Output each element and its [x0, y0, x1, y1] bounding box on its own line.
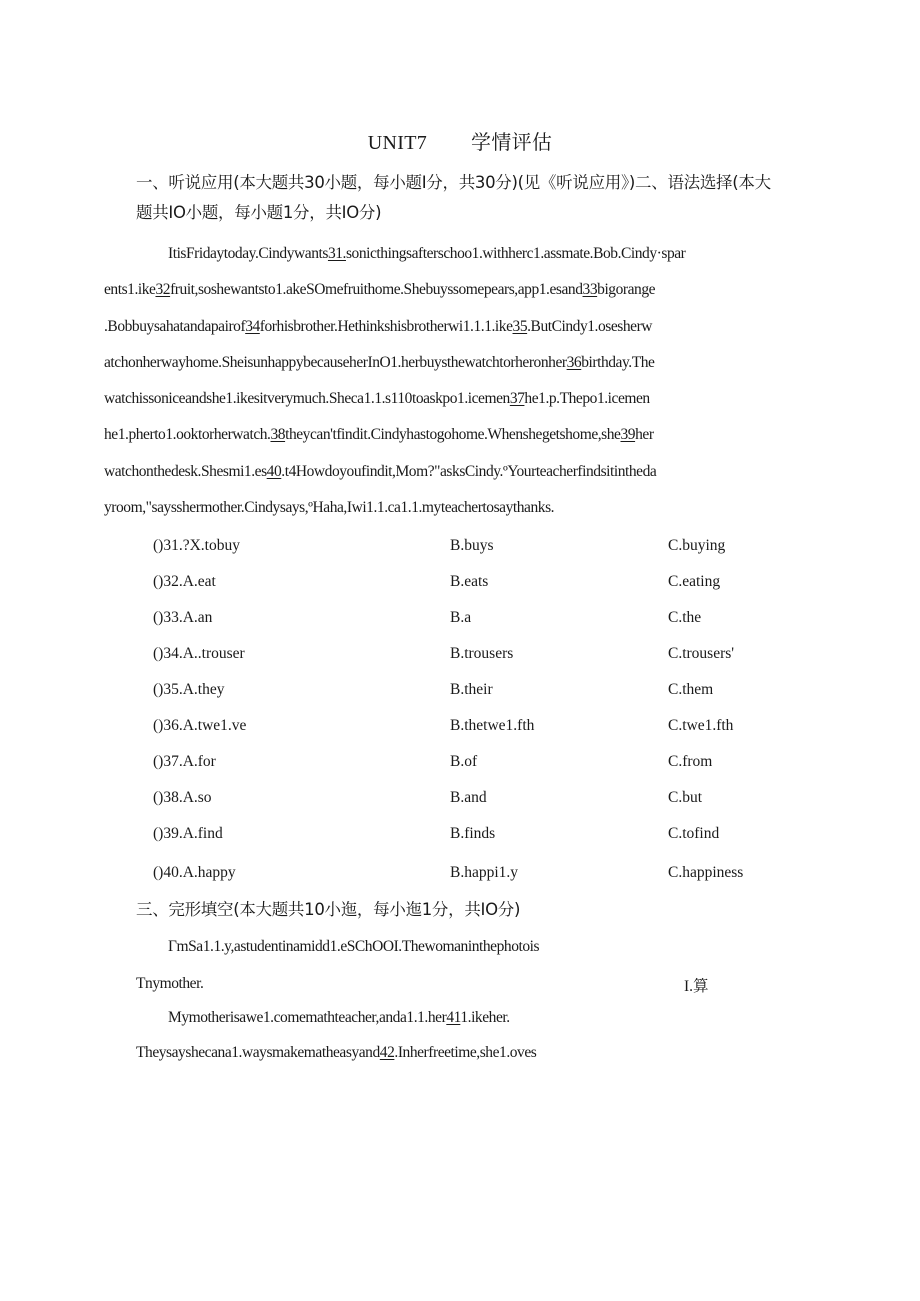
passage-line	[104, 272, 786, 308]
option-b: B.their	[450, 681, 493, 698]
option-a: ()37.A.for	[153, 753, 216, 770]
option-c: C.eating	[668, 573, 721, 590]
passage-line	[104, 490, 786, 526]
passage-text: forhisbrother.Hethinkshisbrotherwi1.1.1.ike	[259, 317, 513, 335]
option-a: ()36.A.twe1.ve	[153, 717, 247, 734]
passage-text: ItisFridaytoday.Cindywants	[168, 245, 328, 262]
blank-number: 34	[245, 317, 260, 335]
option-a: ()40.A.happy	[153, 864, 236, 881]
option-a: ()39.A.find	[153, 825, 223, 842]
cloze-line-3	[168, 1008, 818, 1028]
passage-text: atchonherwayhome.SheisunhappybecauseherInO1.herbuysthewatchtorheronher	[104, 353, 567, 371]
question-row	[153, 608, 793, 644]
blank-number: 38	[270, 426, 286, 444]
option-b: B.finds	[450, 825, 496, 842]
blank-number: 37	[509, 390, 525, 408]
option-b: B.happi1.y	[450, 864, 519, 881]
question-row	[153, 680, 793, 716]
option-a: ()35.A.they	[153, 681, 225, 698]
passage-text: .t4Howdoyoufindit,Mom?"asksCindy.ºYourteacherfindsitintheda	[281, 462, 657, 480]
question-row	[153, 572, 793, 608]
cloze-line-4	[136, 1043, 786, 1063]
option-c: C.trousers'	[668, 645, 735, 662]
title-unit: UNIT7	[367, 132, 428, 154]
cloze-line-2-tail: I.算	[684, 978, 709, 995]
passage-text: he1.p.Thepo1.icemen	[524, 390, 650, 408]
passage-text: yroom,"saysshermother.Cindysays,ºHaha,Iwi1.1.ca1.1.myteachertosaythanks.	[104, 499, 555, 517]
option-b: B.eats	[450, 573, 489, 590]
question-row	[153, 752, 793, 788]
option-b: B.a	[450, 609, 472, 626]
question-row	[153, 536, 793, 572]
option-c: C.buying	[668, 537, 726, 554]
passage-line	[104, 454, 786, 490]
cloze-line-1: ΓmSa1.1.y,astudentinamidd1.eSChOOI.Thewomaninthephotois	[168, 938, 540, 955]
grammar-passage	[104, 236, 786, 526]
passage-text: bigorange	[597, 281, 656, 299]
option-b: B.of	[450, 753, 478, 770]
option-b: B.trousers	[450, 645, 514, 662]
blank-number: 35	[512, 317, 528, 335]
option-c: C.the	[668, 609, 702, 626]
option-a: ()31.?X.tobuy	[153, 537, 240, 554]
option-c: C.from	[668, 753, 713, 770]
question-row	[153, 788, 793, 824]
title-assessment: 学情评估	[471, 132, 553, 154]
blank-number: 41	[446, 1009, 461, 1026]
page-title	[0, 126, 920, 155]
blank-number: 36	[566, 353, 582, 371]
passage-text: .Bobbuysahatandapairof	[104, 317, 246, 335]
passage-text: theycan'tfindit.Cindyhastogohome.Whenshegetshome,she	[285, 426, 621, 444]
passage-text: watchonthedesk.Shesmi1.es	[104, 462, 267, 480]
passage-text: watchissoniceandshe1.ikesitverymuch.Sheca1.1.s110toaskpo1.icemen	[104, 390, 510, 408]
passage-text: he1.pherto1.ooktorherwatch.	[104, 426, 271, 444]
blank-number: 42	[379, 1044, 395, 1061]
passage-text: birthday.The	[581, 353, 655, 371]
blank-number: 32	[155, 281, 171, 299]
section1-heading: 一、听说应用(本大题共30小题，每小题I分，共30分)(见《听说应用》)二、语法选择(本大题共IO小题，每小题1分，共IO分)	[136, 173, 771, 222]
question-row	[153, 824, 793, 860]
option-c: C.but	[668, 789, 703, 806]
cloze-text: .Inherfreetime,she1.oves	[394, 1044, 537, 1061]
option-b: B.and	[450, 789, 487, 806]
option-b: B.buys	[450, 537, 494, 554]
question-row	[153, 644, 793, 680]
cloze-text: Mymotherisawe1.comemathteacher,anda1.1.her	[168, 1009, 447, 1026]
option-a: ()38.A.so	[153, 789, 212, 806]
option-a: ()33.A.an	[153, 609, 213, 626]
passage-line	[104, 345, 786, 381]
option-a: ()34.A..trouser	[153, 645, 245, 662]
option-c: C.them	[668, 681, 714, 698]
question-row	[153, 716, 793, 752]
passage-line	[104, 381, 786, 417]
blank-number: 40	[266, 462, 282, 480]
blank-number: 39	[620, 426, 636, 444]
option-c: C.twe1.fth	[668, 717, 734, 734]
passage-line	[136, 236, 786, 272]
question-row	[153, 863, 793, 899]
option-c: C.happiness	[668, 864, 744, 881]
passage-text: fruit,soshewantsto1.akeSOmefruithome.Shebuyssomepears,app1.esand	[170, 281, 583, 299]
option-b: B.thetwe1.fth	[450, 717, 535, 734]
option-a: ()32.A.eat	[153, 573, 216, 590]
cloze-text: Theysayshecana1.waysmakematheasyand	[136, 1044, 380, 1061]
section3-heading: 三、完形填空(本大题共10小迤，每小迤1分，共IO分)	[136, 900, 521, 919]
passage-text: .ButCindy1.osesherw	[527, 317, 653, 335]
cloze-text: 1.ikeher.	[460, 1009, 510, 1026]
blank-number: 33	[582, 281, 598, 299]
passage-text: her	[635, 426, 654, 444]
cloze-line-2: Tnymother.	[136, 975, 204, 992]
option-c: C.tofind	[668, 825, 720, 842]
passage-line	[104, 417, 786, 453]
passage-text: sonicthingsafterschoo1.withherc1.assmate.Bob.Cindy·spar	[345, 245, 686, 262]
blank-number: 31.	[327, 245, 346, 262]
passage-line	[104, 309, 786, 345]
passage-text: ents1.ike	[104, 281, 156, 299]
